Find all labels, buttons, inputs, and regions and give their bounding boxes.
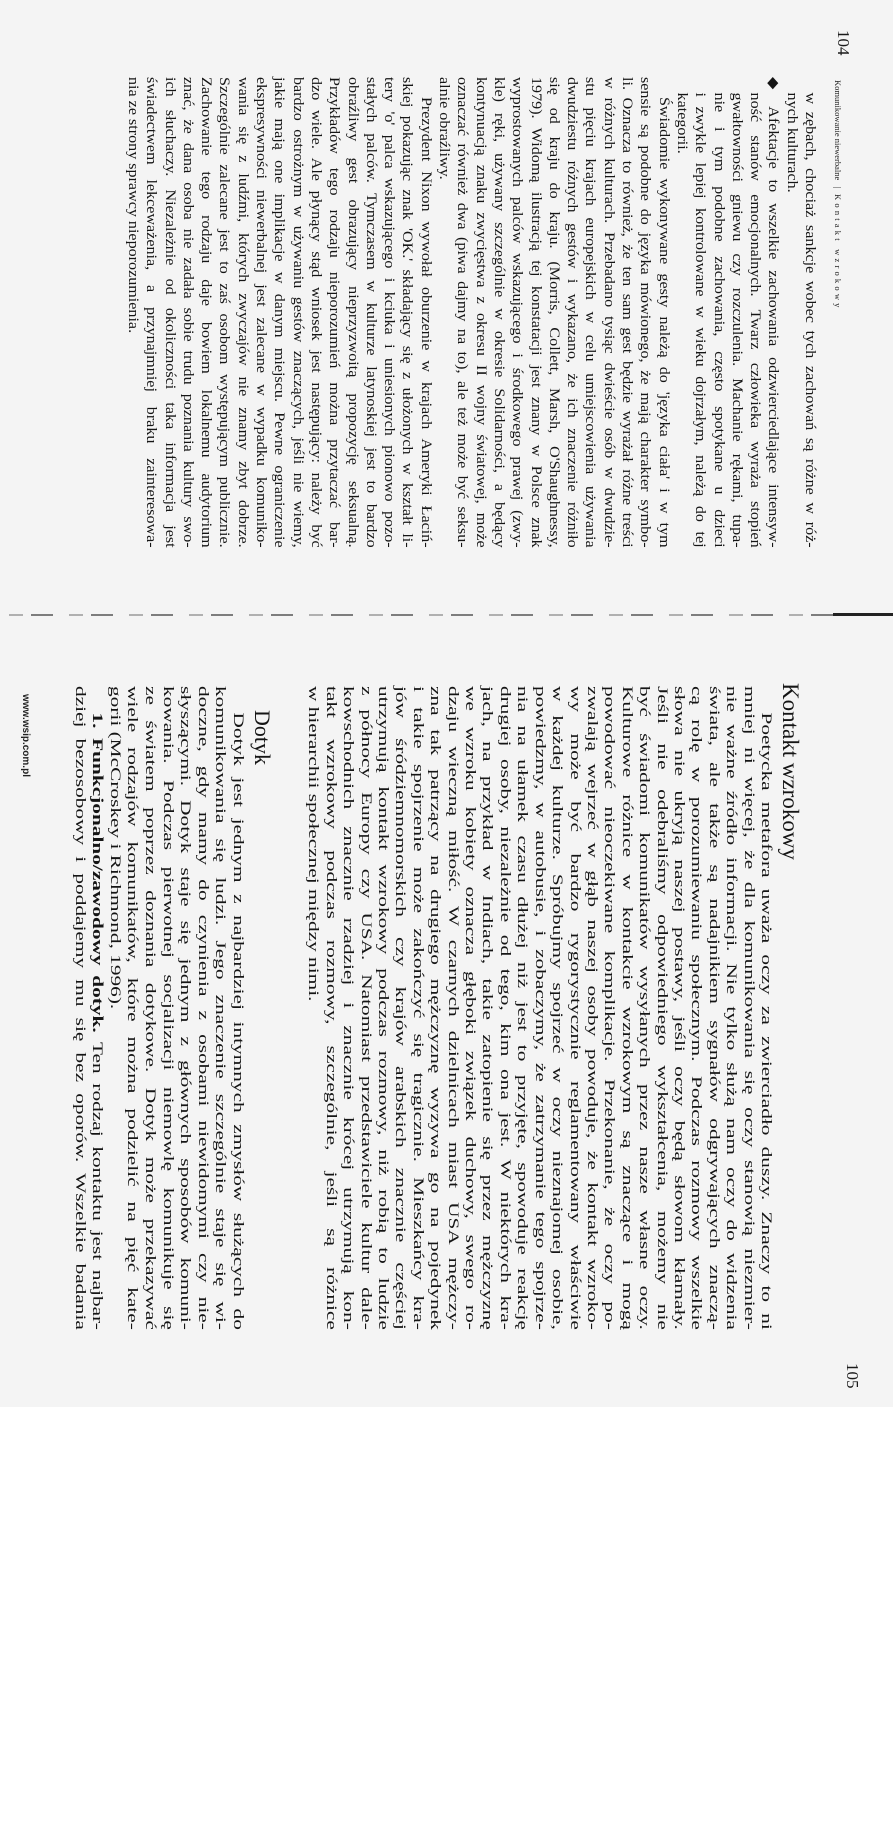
- page-number-left: 104: [834, 30, 853, 56]
- text-line: Przykładów tego rodzaju nieporozumień można przytaczać bar-: [326, 77, 343, 548]
- text-line: skiej pokazując znak 'OK.' składający się z ułożonych w kształt li-: [399, 77, 416, 548]
- text-line: ◆ Afektacje to wszelkie zachowania odzwierciedlające intensyw-: [765, 77, 782, 548]
- text-line: kategorii.: [673, 92, 690, 154]
- section-heading-kontakt-wzrokowy: Kontakt wzrokowy: [778, 683, 803, 860]
- text-line: ność stanów emocjonalnych. Twarz człowieka wyraża stopień: [747, 92, 764, 548]
- text-line: dziej bezosobowy i poddajemy mu się bez oporów. Wszelkie badania: [71, 686, 88, 1330]
- text-line: w zębach, chociaż sankcje wobec tych zachowań są różne w róż-: [802, 92, 818, 548]
- text-line: Kulturowe różnice w kontakcie wzrokowym są znaczące i mogą: [618, 686, 635, 1330]
- text-line: ze światem poprzez doznania dotykowe. Dotyk może przekazywać: [142, 686, 159, 1330]
- text-line: drugiej osoby, niezależnie od tego, kim ona jest. W niektórych kra-: [496, 686, 513, 1330]
- text-line: jów śródziemnomorskich czy krajów arabskich znacznie częściej: [392, 686, 409, 1330]
- running-head-separator: |: [833, 186, 843, 189]
- text-line: w różnych kulturach. Przebadano tysiąc dwieście osób w dwudzie-: [600, 77, 617, 548]
- text-run: Ten rodzaj kontaktu jest najbar-: [89, 1032, 106, 1330]
- text-line: Dotyk jest jednym z najbardziej intymnych zmysłów służących do: [230, 712, 246, 1330]
- text-line: być świadomi komunikatów wysyłanych przez nasze własne oczy.: [636, 686, 653, 1330]
- text-line: Prezydent Nixon wywołał oburzenie w krajach Ameryki Łaciń-: [417, 96, 434, 548]
- text-line: wania się z ludźmi, których zwyczajów nie znamy zbyt dobrze.: [234, 77, 251, 548]
- text-line: jach, na przykład w Indiach, takie zatopienie się przez mężczyznę: [479, 686, 496, 1330]
- bold-term: 1. Funkcjonalno/zawodowy dotyk.: [89, 712, 106, 1033]
- text-line: mniej ni więcej, że dla komunikowania się oczy stanowią niezmier-: [740, 686, 757, 1330]
- text-line: Zachowanie tego rodzaju daje bowiem lokalnemu audytorium: [198, 77, 215, 548]
- text-line: powiedzmy, w autobusie, i zobaczymy, że zatrzymanie tego spojrze-: [531, 686, 548, 1330]
- text-line: alnie obraźliwy.: [436, 77, 453, 180]
- text-line: 1979). Widomą ilustracją tej konstatacji jest znany w Polsce znak: [527, 77, 544, 548]
- gutter-shadow: [833, 613, 893, 616]
- text-line: kle) ręki, używany szczególnie w okresie Solidarności, a będący: [490, 77, 507, 548]
- text-line: Poetycka metafora uważa oczy za zwierciadło duszy. Znaczy to ni: [758, 712, 774, 1330]
- section-heading-dotyk: Dotyk: [250, 710, 275, 765]
- text-line: w każdej kulturze. Spróbujmy spojrzeć w oczy nieznajomej osobie,: [549, 686, 566, 1330]
- text-line: gorii (McCroskey i Richmond, 1996).: [106, 686, 123, 1010]
- text-line: bardzo ostrożnym w używaniu gestów znaczących, jeśli nie wiemy,: [289, 77, 306, 548]
- text-line: cą rolę w porozumiewaniu społecznym. Podczas rozmowy wszelkie: [688, 686, 705, 1330]
- text-line: li. Oznacza to również, że ten sam gest będzie wyrażał różne treści: [619, 77, 636, 548]
- text-line: ekspresywności niewerbalnej jest zalecane w wypadku komuniko-: [253, 77, 270, 548]
- text-line: nia ze strony sprawcy nieporozumienia.: [125, 77, 142, 334]
- gutter-divider: [0, 614, 893, 616]
- text-line: nie ważne źródło informacji. Nie tylko służą nam oczy do widzenia: [723, 686, 740, 1330]
- text-line: zwalają wejrzeć w głąb naszej osoby powoduje, że kontakt wzroko-: [583, 686, 600, 1330]
- text-line: słowa nie ukryją naszej postawy, jeśli oczy będą słowom kłamały.: [670, 686, 687, 1330]
- text-line: i zwykle lepiej kontrolowane w wieku dojrzałym, należą do tej: [692, 92, 709, 548]
- text-line: i takie spojrzenie może zakończyć się tragicznie. Mieszkańcy kra-: [409, 686, 426, 1330]
- text-line: stałych palców. Tymczasem w kulturze latynoskiej jest to bardzo: [362, 77, 379, 548]
- page-number-right: 105: [843, 1363, 862, 1389]
- text-line: dzo wiele. Ale płynący stąd wniosek jest następujący: należy być: [307, 77, 324, 548]
- text-line: w hierarchii społecznej między nimi.: [305, 686, 322, 1002]
- dotyk-body: [70, 686, 246, 1330]
- text-line: sensie są podobne do języka mówionego, że mają charakter symbo-: [637, 77, 654, 548]
- text-line: Świadomie wykonywane gesty należą do 'języka ciała' i w tym: [655, 96, 672, 548]
- text-line: obraźliwy gest obrazujący nieprzyzwoitą propozycję seksualną.: [344, 77, 361, 548]
- text-line: utrzymują kontakt wzrokowy podczas rozmowy, niż robią to ludzie: [375, 686, 392, 1330]
- text-line: [88, 686, 106, 1330]
- text-line: Jeśli nie odebraliśmy odpowiedniego wykształcenia, możemy nie: [653, 686, 670, 1330]
- text-line: powodować nieoczekiwane komplikacje. Przekonanie, że oczy po-: [601, 686, 618, 1330]
- text-line: wyprostowanych palców wskazującego i środkowego prawej (zwy-: [509, 77, 526, 548]
- text-line: świata, ale także są nadajnikiem sygnałów odgrywających znaczą-: [705, 686, 722, 1330]
- text-line: świadectwem lekceważenia, a przynajmniej braku zainteresowa-: [143, 77, 160, 548]
- text-line: we wzroku kobiety oznacza głęboki związek duchowy, swego ro-: [462, 686, 479, 1330]
- text-line: z północy Europy czy USA. Natomiast przedstawiciele kultur dale-: [357, 686, 374, 1330]
- text-line: stu pięciu krajach europejskich w celu umiejscowienia używania: [582, 77, 599, 548]
- text-line: słyszącymi. Dotyk staje się jednym z głównych sposobów komuni-: [177, 686, 194, 1330]
- text-line: kontynuacją znaku zwycięstwa z okresu II wojny światowej, może: [472, 77, 489, 548]
- running-head-chapter: Kontakt wzrokowy: [833, 194, 843, 311]
- text-line: kowania. Podczas pierwotnej socjalizacji niemowlę komunikuje się: [159, 686, 176, 1330]
- text-line: jakie mają one implikacje w danym miejscu. Pewne ograniczenie: [271, 77, 288, 548]
- text-line: tery 'o' palca wskazującego i kciuka i uniesionych pionowo pozo-: [381, 77, 398, 548]
- text-line: gwałtowności gniewu czy rozczulenia. Machanie rękami, tupa-: [728, 92, 745, 548]
- running-head: [833, 80, 843, 311]
- text-line: oznaczać również dwa (piwa dajmy na to), ale też może być seksu-: [454, 77, 471, 548]
- text-line: Szczególnie zalecane jest to zaś osobom występującym publicznie.: [216, 77, 233, 548]
- text-line: się od kraju do kraju. (Morris, Collett, Marsh, O'Shaughnessy,: [545, 77, 562, 548]
- text-line: ich słuchaczy. Niezależnie od okoliczności taka informacja jest: [161, 77, 178, 548]
- text-line: doczne, gdy mamy do czynienia z osobami niewidomymi czy nie-: [194, 686, 211, 1330]
- text-line: znać, że dana osoba nie zadała sobie trudu poznania kultury swo-: [179, 77, 196, 548]
- text-line: dzaju wieczną miłość. W czarnych dzielnicach miast USA mężczy-: [444, 686, 461, 1330]
- text-line: dwudziestu różnych gestów i wykazano, że ich znaczenie różniło: [564, 77, 581, 548]
- running-head-section: Komunikowanie niewerbalne: [833, 80, 843, 181]
- text-line: nia na ułamek czasu dłużej niż jest to przyjęte, spowoduje reakcję: [514, 686, 531, 1330]
- text-line: takt wzrokowy podczas rozmowy, szczególnie, jeśli są różnice: [322, 686, 339, 1330]
- text-line: wy może być bardzo rygorystycznie reglamentowany właściwie: [566, 686, 583, 1330]
- text-line: zna tak patrzący na drugiego mężczyznę wyzywa go na pojedynek: [427, 686, 444, 1330]
- text-line: kowschodnich znacznie rzadziej i znacznie krócej utrzymują kon-: [340, 686, 357, 1330]
- publisher-url: www.wsip.com.pl: [20, 694, 31, 777]
- left-page-body: [124, 77, 819, 548]
- text-line: nie i tym podobne zachowania, często spotykane u dzieci: [710, 92, 727, 548]
- kontakt-wzrokowy-body: [304, 686, 774, 1330]
- text-line: komunikowania się ludzi. Jego znaczenie szczególnie staje się wi-: [212, 686, 229, 1330]
- text-line: nych kulturach.: [783, 92, 800, 193]
- text-line: wiele rodzajów komunikatów, które można podzielić na pięć kate-: [124, 686, 141, 1330]
